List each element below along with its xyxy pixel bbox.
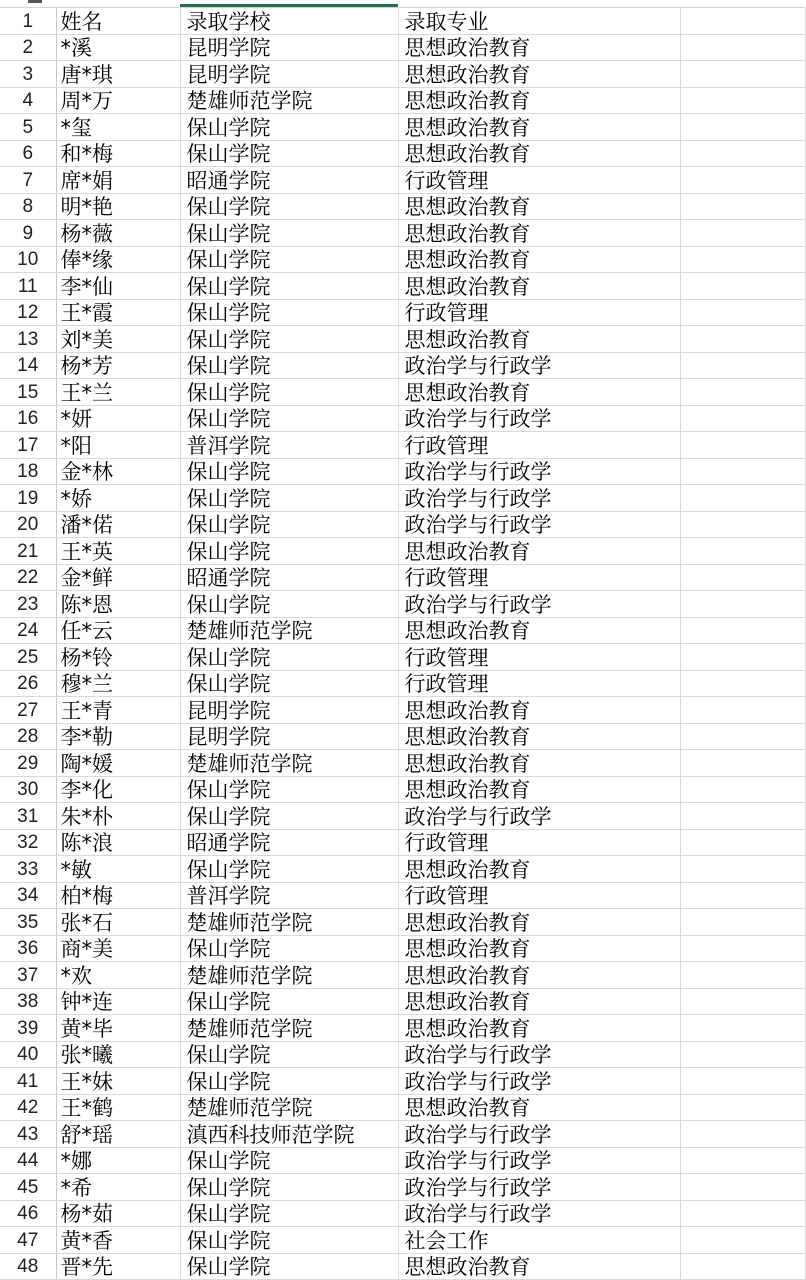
school-cell[interactable]: 保山学院 bbox=[180, 1174, 398, 1201]
row-number[interactable]: 13 bbox=[0, 326, 56, 353]
school-cell[interactable]: 昆明学院 bbox=[180, 61, 398, 88]
table-row bbox=[0, 220, 805, 247]
empty-cell[interactable] bbox=[680, 34, 805, 61]
selected-column-indicator bbox=[180, 4, 398, 7]
school-cell[interactable]: 保山学院 bbox=[180, 246, 398, 273]
major-cell[interactable]: 思想政治教育 bbox=[398, 326, 680, 353]
empty-cell[interactable] bbox=[680, 87, 805, 114]
school-cell[interactable]: 保山学院 bbox=[180, 803, 398, 830]
row-number[interactable]: 20 bbox=[0, 511, 56, 538]
select-all-corner[interactable] bbox=[28, 0, 42, 3]
table-row bbox=[0, 1174, 805, 1201]
table-row bbox=[0, 644, 805, 671]
school-cell[interactable]: 保山学院 bbox=[180, 538, 398, 565]
table-row bbox=[0, 856, 805, 883]
name-cell[interactable]: 张*石 bbox=[56, 909, 180, 936]
row-number[interactable]: 30 bbox=[0, 776, 56, 803]
row-number[interactable]: 18 bbox=[0, 458, 56, 485]
row-number[interactable]: 41 bbox=[0, 1068, 56, 1095]
school-cell[interactable]: 楚雄师范学院 bbox=[180, 750, 398, 777]
major-cell[interactable]: 社会工作 bbox=[398, 1227, 680, 1254]
major-cell[interactable]: 思想政治教育 bbox=[398, 1094, 680, 1121]
school-cell[interactable]: 昭通学院 bbox=[180, 564, 398, 591]
header-school-cell[interactable]: 录取学校 bbox=[180, 8, 398, 34]
empty-cell[interactable] bbox=[680, 405, 805, 432]
name-cell[interactable]: 席*娟 bbox=[56, 167, 180, 194]
header-major-cell[interactable]: 录取专业 bbox=[398, 8, 680, 34]
table-row bbox=[0, 352, 805, 379]
school-cell[interactable]: 保山学院 bbox=[180, 193, 398, 220]
row-number[interactable]: 10 bbox=[0, 246, 56, 273]
major-cell[interactable]: 思想政治教育 bbox=[398, 750, 680, 777]
table-row bbox=[0, 114, 805, 141]
school-cell[interactable]: 昆明学院 bbox=[180, 34, 398, 61]
name-cell[interactable]: 王*青 bbox=[56, 697, 180, 724]
name-cell[interactable]: 陶*媛 bbox=[56, 750, 180, 777]
empty-cell[interactable] bbox=[680, 935, 805, 962]
row-number[interactable]: 26 bbox=[0, 670, 56, 697]
table-row bbox=[0, 962, 805, 989]
row-number[interactable]: 23 bbox=[0, 591, 56, 618]
major-cell[interactable]: 思想政治教育 bbox=[398, 538, 680, 565]
major-cell[interactable]: 政治学与行政学 bbox=[398, 1068, 680, 1095]
table-row bbox=[0, 1121, 805, 1148]
empty-cell[interactable] bbox=[680, 962, 805, 989]
empty-cell[interactable] bbox=[680, 1015, 805, 1042]
empty-cell[interactable] bbox=[680, 776, 805, 803]
major-cell[interactable]: 行政管理 bbox=[398, 670, 680, 697]
name-cell[interactable]: 张*曦 bbox=[56, 1041, 180, 1068]
table-row bbox=[0, 1068, 805, 1095]
name-cell[interactable]: *玺 bbox=[56, 114, 180, 141]
row-number[interactable]: 29 bbox=[0, 750, 56, 777]
row-number[interactable]: 1 bbox=[0, 8, 56, 34]
major-cell[interactable]: 政治学与行政学 bbox=[398, 1147, 680, 1174]
school-cell[interactable]: 昭通学院 bbox=[180, 167, 398, 194]
name-cell[interactable]: *娜 bbox=[56, 1147, 180, 1174]
empty-cell[interactable] bbox=[680, 61, 805, 88]
table-row bbox=[0, 246, 805, 273]
table-row bbox=[0, 379, 805, 406]
name-cell[interactable]: 杨*薇 bbox=[56, 220, 180, 247]
table-row bbox=[0, 485, 805, 512]
school-cell[interactable]: 保山学院 bbox=[180, 644, 398, 671]
empty-cell[interactable] bbox=[680, 458, 805, 485]
row-number[interactable]: 22 bbox=[0, 564, 56, 591]
major-cell[interactable]: 行政管理 bbox=[398, 882, 680, 909]
name-cell[interactable]: 任*云 bbox=[56, 617, 180, 644]
major-cell[interactable]: 思想政治教育 bbox=[398, 246, 680, 273]
table-row bbox=[0, 87, 805, 114]
name-cell[interactable]: 和*梅 bbox=[56, 140, 180, 167]
empty-cell[interactable] bbox=[680, 829, 805, 856]
row-number[interactable]: 38 bbox=[0, 988, 56, 1015]
row-number[interactable]: 28 bbox=[0, 723, 56, 750]
table-row bbox=[0, 458, 805, 485]
name-cell[interactable]: 钟*连 bbox=[56, 988, 180, 1015]
school-cell[interactable]: 楚雄师范学院 bbox=[180, 1015, 398, 1042]
name-cell[interactable]: 潘*偌 bbox=[56, 511, 180, 538]
school-cell[interactable]: 保山学院 bbox=[180, 114, 398, 141]
empty-cell[interactable] bbox=[680, 273, 805, 300]
row-number[interactable]: 27 bbox=[0, 697, 56, 724]
major-cell[interactable]: 政治学与行政学 bbox=[398, 1174, 680, 1201]
name-cell[interactable]: 晋*先 bbox=[56, 1253, 180, 1280]
empty-cell[interactable] bbox=[680, 167, 805, 194]
row-number[interactable]: 24 bbox=[0, 617, 56, 644]
row-number[interactable]: 5 bbox=[0, 114, 56, 141]
empty-cell[interactable] bbox=[680, 909, 805, 936]
school-cell[interactable]: 保山学院 bbox=[180, 379, 398, 406]
empty-cell[interactable] bbox=[680, 326, 805, 353]
row-number[interactable]: 37 bbox=[0, 962, 56, 989]
table-row bbox=[0, 193, 805, 220]
school-cell[interactable]: 保山学院 bbox=[180, 326, 398, 353]
empty-cell[interactable] bbox=[680, 644, 805, 671]
major-cell[interactable]: 行政管理 bbox=[398, 299, 680, 326]
row-number[interactable]: 21 bbox=[0, 538, 56, 565]
empty-cell[interactable] bbox=[680, 220, 805, 247]
empty-cell[interactable] bbox=[680, 8, 805, 34]
major-cell[interactable]: 政治学与行政学 bbox=[398, 803, 680, 830]
name-cell[interactable]: 金*林 bbox=[56, 458, 180, 485]
empty-cell[interactable] bbox=[680, 564, 805, 591]
major-cell[interactable]: 思想政治教育 bbox=[398, 617, 680, 644]
table-row bbox=[0, 670, 805, 697]
row-number[interactable]: 25 bbox=[0, 644, 56, 671]
name-cell[interactable]: 王*兰 bbox=[56, 379, 180, 406]
major-cell[interactable]: 政治学与行政学 bbox=[398, 352, 680, 379]
empty-cell[interactable] bbox=[680, 591, 805, 618]
empty-cell[interactable] bbox=[680, 988, 805, 1015]
table-row bbox=[0, 167, 805, 194]
empty-cell[interactable] bbox=[680, 882, 805, 909]
name-cell[interactable]: 黄*香 bbox=[56, 1227, 180, 1254]
empty-cell[interactable] bbox=[680, 1094, 805, 1121]
school-cell[interactable]: 保山学院 bbox=[180, 670, 398, 697]
major-cell[interactable]: 政治学与行政学 bbox=[398, 1121, 680, 1148]
empty-cell[interactable] bbox=[680, 803, 805, 830]
table-body bbox=[0, 8, 805, 1280]
name-cell[interactable]: 杨*芳 bbox=[56, 352, 180, 379]
major-cell[interactable]: 思想政治教育 bbox=[398, 935, 680, 962]
school-cell[interactable]: 保山学院 bbox=[180, 299, 398, 326]
row-number[interactable]: 7 bbox=[0, 167, 56, 194]
table-row bbox=[0, 723, 805, 750]
school-cell[interactable]: 保山学院 bbox=[180, 273, 398, 300]
school-cell[interactable]: 保山学院 bbox=[180, 220, 398, 247]
row-number[interactable]: 43 bbox=[0, 1121, 56, 1148]
name-cell[interactable]: *妍 bbox=[56, 405, 180, 432]
table-row bbox=[0, 299, 805, 326]
table-row bbox=[0, 697, 805, 724]
school-cell[interactable]: 昭通学院 bbox=[180, 829, 398, 856]
major-cell[interactable]: 行政管理 bbox=[398, 167, 680, 194]
school-cell[interactable]: 楚雄师范学院 bbox=[180, 909, 398, 936]
school-cell[interactable]: 保山学院 bbox=[180, 140, 398, 167]
name-cell[interactable]: 李*化 bbox=[56, 776, 180, 803]
name-cell[interactable]: *阳 bbox=[56, 432, 180, 459]
school-cell[interactable]: 保山学院 bbox=[180, 988, 398, 1015]
table-row bbox=[0, 935, 805, 962]
school-cell[interactable]: 保山学院 bbox=[180, 485, 398, 512]
row-number[interactable]: 34 bbox=[0, 882, 56, 909]
row-number[interactable]: 40 bbox=[0, 1041, 56, 1068]
row-number[interactable]: 19 bbox=[0, 485, 56, 512]
empty-cell[interactable] bbox=[680, 299, 805, 326]
table-row bbox=[0, 564, 805, 591]
table-row bbox=[0, 803, 805, 830]
major-cell[interactable]: 政治学与行政学 bbox=[398, 591, 680, 618]
row-number[interactable]: 6 bbox=[0, 140, 56, 167]
school-cell[interactable]: 保山学院 bbox=[180, 856, 398, 883]
school-cell[interactable]: 保山学院 bbox=[180, 591, 398, 618]
name-cell[interactable]: 王*霞 bbox=[56, 299, 180, 326]
major-cell[interactable]: 行政管理 bbox=[398, 432, 680, 459]
name-cell[interactable]: *溪 bbox=[56, 34, 180, 61]
major-cell[interactable]: 政治学与行政学 bbox=[398, 1041, 680, 1068]
major-cell[interactable]: 思想政治教育 bbox=[398, 697, 680, 724]
name-cell[interactable]: 明*艳 bbox=[56, 193, 180, 220]
row-number[interactable]: 45 bbox=[0, 1174, 56, 1201]
school-cell[interactable]: 保山学院 bbox=[180, 776, 398, 803]
name-cell[interactable]: *希 bbox=[56, 1174, 180, 1201]
name-cell[interactable]: 柏*梅 bbox=[56, 882, 180, 909]
row-number[interactable]: 8 bbox=[0, 193, 56, 220]
school-cell[interactable]: 保山学院 bbox=[180, 935, 398, 962]
major-cell[interactable]: 思想政治教育 bbox=[398, 379, 680, 406]
empty-cell[interactable] bbox=[680, 1227, 805, 1254]
school-cell[interactable]: 普洱学院 bbox=[180, 882, 398, 909]
row-number[interactable]: 2 bbox=[0, 34, 56, 61]
empty-cell[interactable] bbox=[680, 246, 805, 273]
school-cell[interactable]: 普洱学院 bbox=[180, 432, 398, 459]
major-cell[interactable]: 思想政治教育 bbox=[398, 193, 680, 220]
major-cell[interactable]: 政治学与行政学 bbox=[398, 458, 680, 485]
table-row bbox=[0, 511, 805, 538]
row-number[interactable]: 39 bbox=[0, 1015, 56, 1042]
table-row bbox=[0, 776, 805, 803]
major-cell[interactable]: 思想政治教育 bbox=[398, 34, 680, 61]
empty-cell[interactable] bbox=[680, 723, 805, 750]
table-row bbox=[0, 591, 805, 618]
table-row bbox=[0, 61, 805, 88]
school-cell[interactable]: 保山学院 bbox=[180, 458, 398, 485]
empty-cell[interactable] bbox=[680, 1121, 805, 1148]
name-cell[interactable]: 俸*缘 bbox=[56, 246, 180, 273]
row-number[interactable]: 11 bbox=[0, 273, 56, 300]
header-row bbox=[0, 8, 805, 34]
table-row bbox=[0, 405, 805, 432]
major-cell[interactable]: 思想政治教育 bbox=[398, 962, 680, 989]
row-number[interactable]: 12 bbox=[0, 299, 56, 326]
name-cell[interactable]: 穆*兰 bbox=[56, 670, 180, 697]
name-cell[interactable]: 陈*浪 bbox=[56, 829, 180, 856]
table-row bbox=[0, 1200, 805, 1227]
name-cell[interactable]: 杨*铃 bbox=[56, 644, 180, 671]
empty-cell[interactable] bbox=[680, 617, 805, 644]
major-cell[interactable]: 思想政治教育 bbox=[398, 1015, 680, 1042]
header-name-cell[interactable]: 姓名 bbox=[56, 8, 180, 34]
table-row bbox=[0, 1015, 805, 1042]
table-row bbox=[0, 829, 805, 856]
name-cell[interactable]: 朱*朴 bbox=[56, 803, 180, 830]
table-row bbox=[0, 988, 805, 1015]
school-cell[interactable]: 楚雄师范学院 bbox=[180, 1094, 398, 1121]
row-number[interactable]: 44 bbox=[0, 1147, 56, 1174]
name-cell[interactable]: 杨*茹 bbox=[56, 1200, 180, 1227]
empty-cell[interactable] bbox=[680, 193, 805, 220]
empty-cell[interactable] bbox=[680, 1068, 805, 1095]
name-cell[interactable]: 李*仙 bbox=[56, 273, 180, 300]
row-number[interactable]: 3 bbox=[0, 61, 56, 88]
empty-cell[interactable] bbox=[680, 1253, 805, 1280]
table-row bbox=[0, 1041, 805, 1068]
name-cell[interactable]: 陈*恩 bbox=[56, 591, 180, 618]
school-cell[interactable]: 保山学院 bbox=[180, 1227, 398, 1254]
school-cell[interactable]: 保山学院 bbox=[180, 1253, 398, 1280]
major-cell[interactable]: 政治学与行政学 bbox=[398, 511, 680, 538]
name-cell[interactable]: 李*勒 bbox=[56, 723, 180, 750]
name-cell[interactable]: 周*万 bbox=[56, 87, 180, 114]
table-row bbox=[0, 750, 805, 777]
column-header-strip bbox=[0, 0, 805, 8]
empty-cell[interactable] bbox=[680, 856, 805, 883]
empty-cell[interactable] bbox=[680, 1147, 805, 1174]
empty-cell[interactable] bbox=[680, 352, 805, 379]
school-cell[interactable]: 保山学院 bbox=[180, 352, 398, 379]
table-row bbox=[0, 882, 805, 909]
name-cell[interactable]: 黄*毕 bbox=[56, 1015, 180, 1042]
empty-cell[interactable] bbox=[680, 538, 805, 565]
name-cell[interactable]: *欢 bbox=[56, 962, 180, 989]
major-cell[interactable]: 行政管理 bbox=[398, 644, 680, 671]
school-cell[interactable]: 昆明学院 bbox=[180, 723, 398, 750]
school-cell[interactable]: 保山学院 bbox=[180, 1200, 398, 1227]
row-number[interactable]: 17 bbox=[0, 432, 56, 459]
empty-cell[interactable] bbox=[680, 1174, 805, 1201]
table-row bbox=[0, 1253, 805, 1280]
row-number[interactable]: 4 bbox=[0, 87, 56, 114]
school-cell[interactable]: 保山学院 bbox=[180, 1147, 398, 1174]
major-cell[interactable]: 思想政治教育 bbox=[398, 909, 680, 936]
major-cell[interactable]: 思想政治教育 bbox=[398, 220, 680, 247]
empty-cell[interactable] bbox=[680, 432, 805, 459]
row-number[interactable]: 32 bbox=[0, 829, 56, 856]
data-table bbox=[0, 8, 806, 1280]
table-row bbox=[0, 326, 805, 353]
major-cell[interactable]: 政治学与行政学 bbox=[398, 485, 680, 512]
name-cell[interactable]: 王*鹤 bbox=[56, 1094, 180, 1121]
school-cell[interactable]: 滇西科技师范学院 bbox=[180, 1121, 398, 1148]
row-number[interactable]: 42 bbox=[0, 1094, 56, 1121]
row-number[interactable]: 35 bbox=[0, 909, 56, 936]
table-row bbox=[0, 617, 805, 644]
school-cell[interactable]: 楚雄师范学院 bbox=[180, 87, 398, 114]
table-row bbox=[0, 538, 805, 565]
major-cell[interactable]: 思想政治教育 bbox=[398, 988, 680, 1015]
empty-cell[interactable] bbox=[680, 670, 805, 697]
empty-cell[interactable] bbox=[680, 511, 805, 538]
table-row bbox=[0, 909, 805, 936]
name-cell[interactable]: 刘*美 bbox=[56, 326, 180, 353]
major-cell[interactable]: 思想政治教育 bbox=[398, 723, 680, 750]
major-cell[interactable]: 行政管理 bbox=[398, 829, 680, 856]
empty-cell[interactable] bbox=[680, 114, 805, 141]
empty-cell[interactable] bbox=[680, 1200, 805, 1227]
row-number[interactable]: 31 bbox=[0, 803, 56, 830]
table-row bbox=[0, 273, 805, 300]
row-number[interactable]: 9 bbox=[0, 220, 56, 247]
major-cell[interactable]: 思想政治教育 bbox=[398, 140, 680, 167]
row-number[interactable]: 33 bbox=[0, 856, 56, 883]
empty-cell[interactable] bbox=[680, 1041, 805, 1068]
major-cell[interactable]: 思想政治教育 bbox=[398, 61, 680, 88]
major-cell[interactable]: 行政管理 bbox=[398, 564, 680, 591]
row-number[interactable]: 46 bbox=[0, 1200, 56, 1227]
empty-cell[interactable] bbox=[680, 485, 805, 512]
school-cell[interactable]: 楚雄师范学院 bbox=[180, 962, 398, 989]
name-cell[interactable]: 唐*琪 bbox=[56, 61, 180, 88]
row-number[interactable]: 16 bbox=[0, 405, 56, 432]
row-number[interactable]: 14 bbox=[0, 352, 56, 379]
empty-cell[interactable] bbox=[680, 140, 805, 167]
name-cell[interactable]: 舒*瑶 bbox=[56, 1121, 180, 1148]
row-number[interactable]: 48 bbox=[0, 1253, 56, 1280]
table-row bbox=[0, 432, 805, 459]
empty-cell[interactable] bbox=[680, 750, 805, 777]
table-row bbox=[0, 140, 805, 167]
school-cell[interactable]: 保山学院 bbox=[180, 511, 398, 538]
table-row bbox=[0, 1147, 805, 1174]
major-cell[interactable]: 政治学与行政学 bbox=[398, 1200, 680, 1227]
table-row bbox=[0, 34, 805, 61]
name-cell[interactable]: 金*鲜 bbox=[56, 564, 180, 591]
row-number[interactable]: 15 bbox=[0, 379, 56, 406]
major-cell[interactable]: 政治学与行政学 bbox=[398, 405, 680, 432]
name-cell[interactable]: *敏 bbox=[56, 856, 180, 883]
school-cell[interactable]: 保山学院 bbox=[180, 405, 398, 432]
major-cell[interactable]: 思想政治教育 bbox=[398, 856, 680, 883]
school-cell[interactable]: 保山学院 bbox=[180, 1041, 398, 1068]
major-cell[interactable]: 思想政治教育 bbox=[398, 114, 680, 141]
row-number[interactable]: 36 bbox=[0, 935, 56, 962]
school-cell[interactable]: 昆明学院 bbox=[180, 697, 398, 724]
table-row bbox=[0, 1094, 805, 1121]
school-cell[interactable]: 楚雄师范学院 bbox=[180, 617, 398, 644]
row-number[interactable]: 47 bbox=[0, 1227, 56, 1254]
name-cell[interactable]: 商*美 bbox=[56, 935, 180, 962]
school-cell[interactable]: 保山学院 bbox=[180, 1068, 398, 1095]
major-cell[interactable]: 思想政治教育 bbox=[398, 776, 680, 803]
table-row bbox=[0, 1227, 805, 1254]
name-cell[interactable]: *娇 bbox=[56, 485, 180, 512]
major-cell[interactable]: 思想政治教育 bbox=[398, 87, 680, 114]
major-cell[interactable]: 思想政治教育 bbox=[398, 273, 680, 300]
name-cell[interactable]: 王*英 bbox=[56, 538, 180, 565]
major-cell[interactable]: 思想政治教育 bbox=[398, 1253, 680, 1280]
name-cell[interactable]: 王*妹 bbox=[56, 1068, 180, 1095]
empty-cell[interactable] bbox=[680, 697, 805, 724]
empty-cell[interactable] bbox=[680, 379, 805, 406]
